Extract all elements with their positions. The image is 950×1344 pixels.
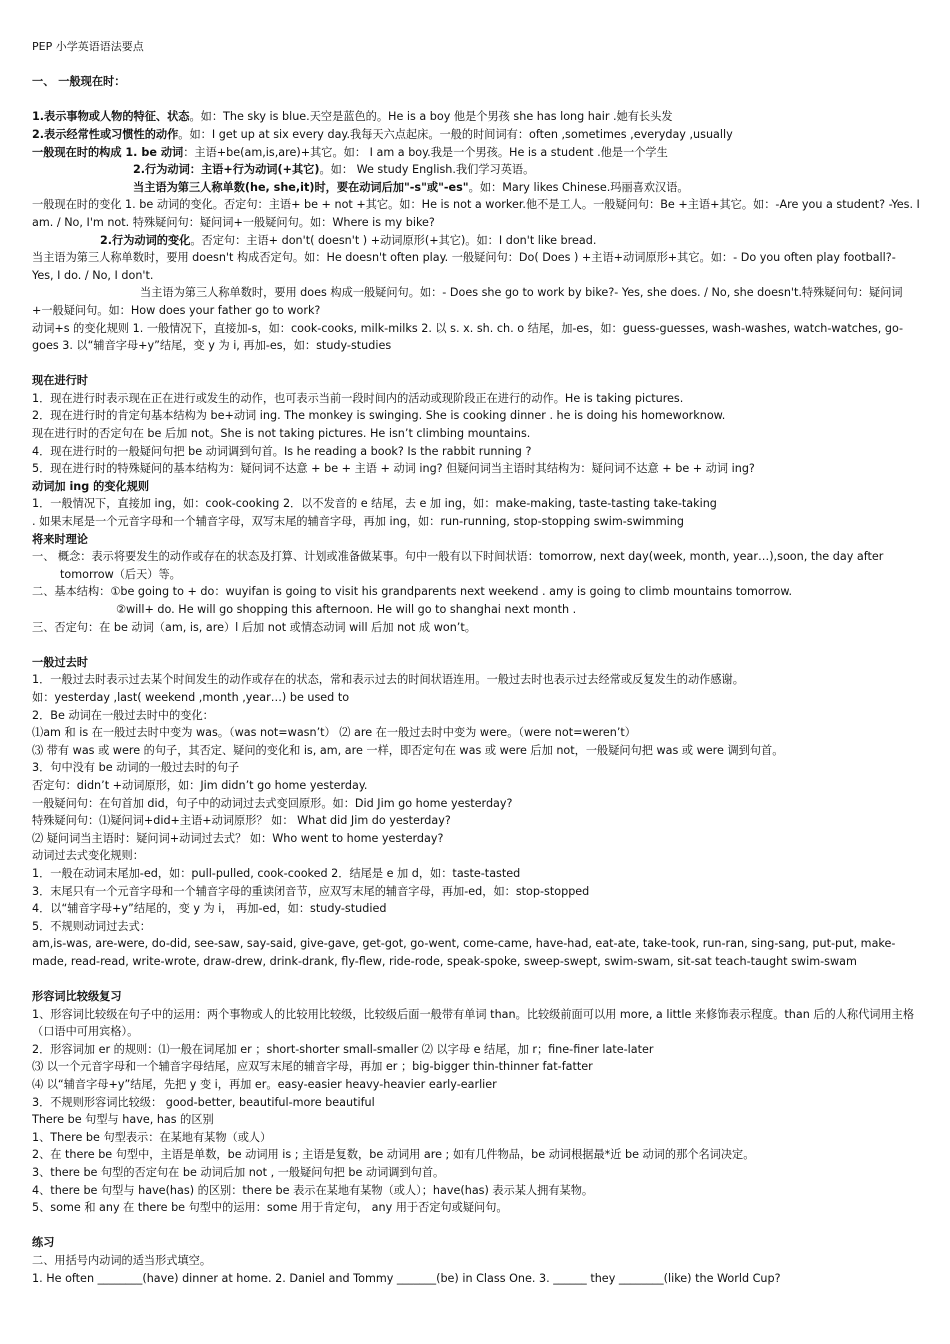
rule-text: 。如：I get up at six every day.我每天六点起床。一般的时间词有：often ,sometimes ,everyday ,usually bbox=[178, 127, 733, 141]
paragraph bbox=[32, 179, 920, 197]
list-item: 动词过去式变化规则： bbox=[32, 849, 144, 863]
list-item: 三、否定句：在 be 动词（am, is, are）l 后加 not 或情态动词 will 后加 not 成 won’t。 bbox=[32, 620, 476, 634]
list-item: 二、基本结构：①be going to + do：wuyifan is going to visit his grandparents next weekend . amy is going to climb mountains tomorrow. bbox=[32, 585, 793, 599]
list-item: 4．现在进行时的一般疑问句把 be 动词调到句首。Is he reading a book? Is the rabbit running ? bbox=[32, 444, 532, 458]
paragraph: 当主语为第三人称单数时，要用 doesn't 构成否定句。如：He doesn't often play. 一般疑问句：Do( Does ) +主语+动词原形+其它。如：- Do you often play football?- Yes, I do. / No, I don't. bbox=[32, 251, 896, 282]
list-item: ⑵ 疑问词当主语时：疑问词+动词过去式？ 如：Who went to home yesterday? bbox=[32, 831, 444, 845]
section-heading-past-simple: 一般过去时 bbox=[32, 655, 88, 669]
rule-text: 。否定句：主语+ don't( doesn't ) +动词原形(+其它)。如：I don't like bread. bbox=[190, 233, 597, 247]
section-heading-present-simple: 一、 一般现在时： bbox=[32, 75, 126, 89]
paragraph bbox=[32, 232, 920, 250]
rule-text: 。如：The sky is blue.天空是蓝色的。He is a boy 他是个男孩 she has long hair .她有长头发 bbox=[189, 110, 673, 124]
exercise-item: 1. He often ________(have) dinner at home. 2. Daniel and Tommy _______(be) in Class One. 3. ______ they ________(like) the World Cup? bbox=[32, 1271, 781, 1285]
list-item: 5、some 和 any 在 there be 句型中的运用：some 用于肯定句， any 用于否定句或疑问句。 bbox=[32, 1201, 508, 1215]
section-heading-present-continuous: 现在进行时 bbox=[32, 374, 88, 388]
rule-label: 2.表示经常性或习惯性的动作 bbox=[32, 127, 179, 141]
paragraph bbox=[32, 161, 920, 179]
rule-text: 。如：Mary likes Chinese.玛丽喜欢汉语。 bbox=[468, 180, 689, 194]
document-title: PEP 小学英语语法要点 bbox=[32, 40, 144, 53]
list-item: 1．一般过去时表示过去某个时间发生的动作或存在的状态，常和表示过去的时间状语连用。一般过去时也表示过去经常或反复发生的动作感谢。 bbox=[32, 673, 744, 687]
list-item: 3．句中没有 be 动词的一般过去时的句子 bbox=[32, 761, 240, 775]
list-item: 3、there be 句型的否定句在 be 动词后加 not , 一般疑问句把 be 动词调到句首。 bbox=[32, 1166, 445, 1179]
list-item: 一、 概念：表示将要发生的动作或存在的状态及打算、计划或准备做某事。句中一般有以下时间状语：tomorrow, next day(week, month, year…),soon, the day after bbox=[32, 550, 884, 564]
rule-label: 一般现在时的构成 1. be 动词 bbox=[32, 145, 184, 159]
rule-label: 2.行为动词的变化 bbox=[100, 233, 191, 247]
rule-label: 1.表示事物或人物的特征、状态 bbox=[32, 110, 190, 124]
subsection-heading: 动词加 ing 的变化规则 bbox=[32, 479, 150, 493]
list-item: 1．现在进行时表示现在正在进行或发生的动作，也可表示当前一段时间内的活动或现阶段正在进行的动作。He is taking pictures. bbox=[32, 391, 684, 405]
paragraph: 当主语为第三人称单数时，要用 does 构成一般疑问句。如：- Does she go to work by bike?- Yes, she does. / No, she doesn't.特殊疑问句：疑问词+一般疑问句。如：How does your father go to work? bbox=[32, 286, 903, 317]
list-item: 如：yesterday ,last( weekend ,month ,year…) be used to bbox=[32, 690, 350, 704]
list-item: 4．以“辅音字母+y”结尾的，变 y 为 i， 再加-ed，如：study-studied bbox=[32, 902, 387, 916]
list-item: 否定句：didn’t +动词原形，如：Jim didn’t go home yesterday. bbox=[32, 778, 368, 792]
list-item: 一般疑问句：在句首加 did，句子中的动词过去式变回原形。如：Did Jim go home yesterday? bbox=[32, 796, 513, 810]
rule-label: 2.行为动词：主语+行为动词(+其它) bbox=[133, 163, 320, 177]
list-item: 4、there be 句型与 have(has) 的区别：there be 表示在某地有某物（或人）；have(has) 表示某人拥有某物。 bbox=[32, 1183, 594, 1197]
paragraph bbox=[32, 108, 920, 126]
list-item: 3．不规则形容词比较级： good-better, beautiful-more beautiful bbox=[32, 1095, 375, 1109]
list-item: 1、There be 句型表示：在某地有某物（或人） bbox=[32, 1130, 272, 1144]
rule-text: 。如： We study English.我们学习英语。 bbox=[319, 163, 535, 177]
document bbox=[32, 38, 920, 1287]
list-item: ⑶ 带有 was 或 were 的句子，其否定、疑问的变化和 is, am, are 一样，即否定句在 was 或 were 后加 not，一般疑问句把 was 或 were 调到句首。 bbox=[32, 743, 784, 757]
list-item: 2．Be 动词在一般过去时中的变化： bbox=[32, 708, 214, 722]
paragraph bbox=[32, 126, 920, 144]
list-item: 1．一般情况下，直接加 ing，如：cook-cooking 2．以不发音的 e 结尾，去 e 加 ing，如：make-making, taste-tasting take-taking bbox=[32, 497, 717, 511]
section-heading-exercises: 练习 bbox=[32, 1236, 55, 1250]
irregular-verbs: am,is-was, are-were, do-did, see-saw, say-said, give-gave, get-got, go-went, come-came, have-had, eat-ate, take-took, run-ran, sing-sang, put-put, make-made, read-read, write-wrote, draw-drew, drink-drank, fly-flew, ride-rode, speak-spoke, sweep-swept, swim-swam, sit-sat teach-taught swim-swam bbox=[32, 937, 896, 968]
list-item: 2．形容词加 er 的规则：⑴一般在词尾加 er ；short-shorter small-smaller ⑵ 以字母 e 结尾，加 r；fine-finer late-later bbox=[32, 1042, 654, 1056]
list-item: 1．一般在动词末尾加-ed，如：pull-pulled, cook-cooked 2．结尾是 e 加 d，如：taste-tasted bbox=[32, 866, 521, 880]
rule-label: 当主语为第三人称单数(he, she,it)时，要在动词后加"-s"或"-es" bbox=[133, 180, 469, 194]
list-item: . 如果末尾是一个元音字母和一个辅音字母，双写末尾的辅音字母，再加 ing，如：run-running, stop-stopping swim-swimming bbox=[32, 515, 684, 529]
list-item: 2．现在进行时的肯定句基本结构为 be+动词 ing. The monkey is swinging. She is cooking dinner . he is doing his homeworknow. bbox=[32, 409, 726, 423]
list-item: 现在进行时的否定句在 be 后加 not。She is not taking pictures. He isn’t climbing mountains. bbox=[32, 427, 531, 441]
list-item: tomorrow（后天）等。 bbox=[60, 567, 181, 581]
rule-text: ：主语+be(am,is,are)+其它。如： I am a boy.我是一个男孩。He is a student .他是一个学生 bbox=[183, 145, 668, 159]
list-item: ⑷ 以“辅音字母+y”结尾，先把 y 变 i，再加 er。easy-easier heavy-heavier early-earlier bbox=[32, 1078, 497, 1092]
paragraph bbox=[32, 144, 920, 162]
exercise-instruction: 二、用括号内动词的适当形式填空。 bbox=[32, 1253, 212, 1267]
section-heading-comparatives: 形容词比较级复习 bbox=[32, 990, 122, 1004]
list-item: 2、在 there be 句型中，主语是单数，be 动词用 is ; 主语是复数，be 动词用 are ; 如有几件物品，be 动词根据最*近 be 动词的那个名词决定。 bbox=[32, 1148, 755, 1162]
paragraph: 动词+s 的变化规则 1. 一般情况下，直接加-s，如：cook-cooks, milk-milks 2. 以 s. x. sh. ch. o 结尾，加-es，如：guess-guesses, wash-washes, watch-watches, go-goes 3. 以“辅音字母+y”结尾，变 y 为 i, 再加-es，如：study-studies bbox=[32, 321, 904, 353]
list-item: ⑴am 和 is 在一般过去时中变为 was。（was not=wasn’t） ⑵ are 在一般过去时中变为 were。（were not=weren’t） bbox=[32, 726, 636, 740]
list-item: 5．现在进行时的特殊疑问的基本结构为：疑问词不达意 + be + 主语 + 动词 ing? 但疑问词当主语时其结构为：疑问词不达意 + be + 动词 ing? bbox=[32, 462, 755, 476]
list-item: There be 句型与 have, has 的区别 bbox=[32, 1113, 214, 1127]
section-heading-future: 将来时理论 bbox=[32, 532, 88, 546]
paragraph: 一般现在时的变化 1. be 动词的变化。否定句：主语+ be + not +其它。如：He is not a worker.他不是工人。一般疑问句：Be +主语+其它。如：-Are you a student? -Yes. I am. / No, I'm not. 特殊疑问句：疑问词+一般疑问句。如：Where is my bike? bbox=[32, 198, 920, 229]
list-item: 3．末尾只有一个元音字母和一个辅音字母的重读闭音节，应双写末尾的辅音字母，再加-ed，如：stop-stopped bbox=[32, 884, 590, 898]
list-item: ②will+ do. He will go shopping this afternoon. He will go to shanghai next month . bbox=[116, 603, 577, 616]
list-item: ⑶ 以一个元音字母和一个辅音字母结尾，应双写末尾的辅音字母，再加 er ；big-bigger thin-thinner fat-fatter bbox=[32, 1060, 593, 1074]
list-item: 特殊疑问句：⑴疑问词+did+主语+动词原形？ 如： What did Jim do yesterday? bbox=[32, 814, 451, 828]
list-item: 5．不规则动词过去式： bbox=[32, 919, 151, 933]
paragraph: 1、形容词比较级在句子中的运用：两个事物或人的比较用比较级，比较级后面一般带有单词 than。比较级前面可以用 more, a little 来修饰表示程度。than 后的人称代词用主格（口语中可用宾格）。 bbox=[32, 1007, 915, 1039]
